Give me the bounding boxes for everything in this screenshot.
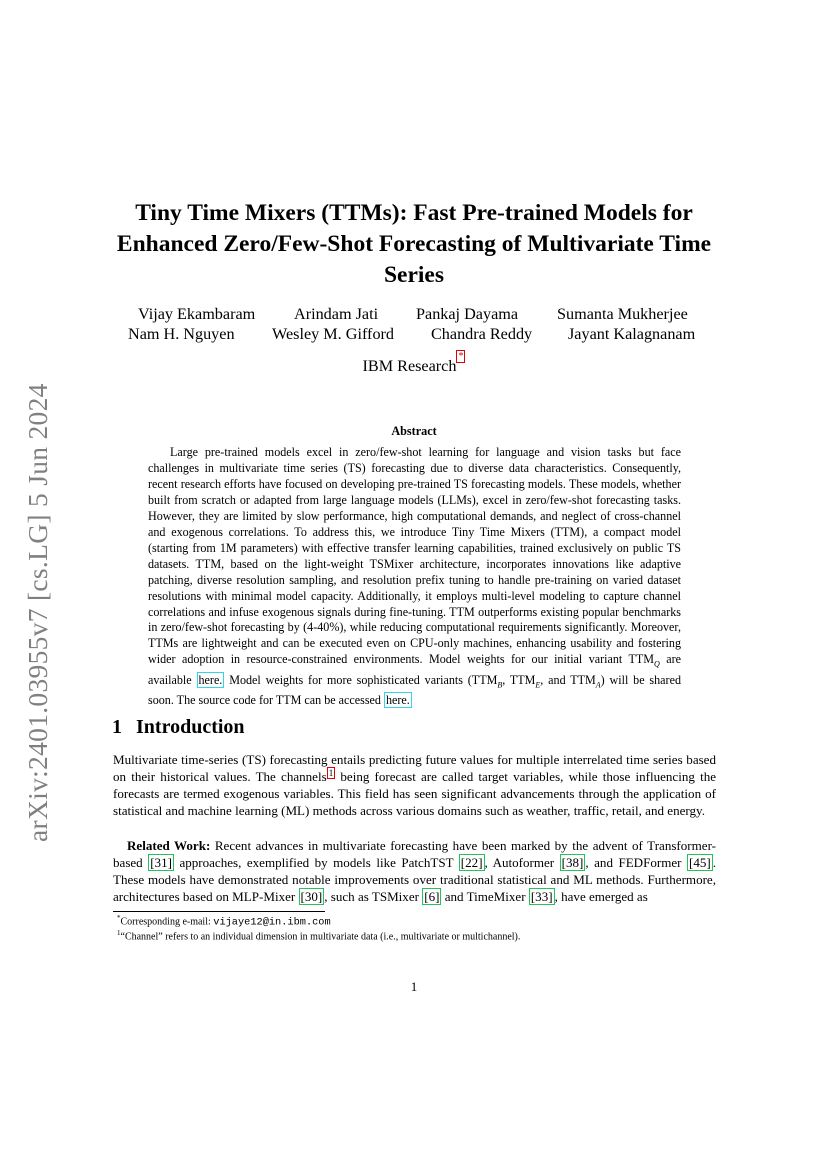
subscript: E <box>535 680 541 690</box>
abstract-text: , and TTM <box>540 672 596 687</box>
footnote-divider <box>113 911 325 912</box>
model-weights-link[interactable]: here. <box>198 672 223 687</box>
body-text: , and FEDFormer <box>585 855 682 871</box>
abstract-text: Model weights for more sophisticated variants (TTM <box>229 672 498 687</box>
footnote-marker: 1 <box>117 929 121 937</box>
body-text: , have emerged as <box>554 889 648 905</box>
author-name: Arindam Jati <box>294 305 379 323</box>
paper-title: Tiny Time Mixers (TTMs): Fast Pre-trained Models for Enhanced Zero/Few-Shot Forecasting of Multivariate Time Series <box>116 200 712 288</box>
citation-link[interactable]: [33] <box>530 889 553 905</box>
citation-link[interactable]: [6] <box>424 889 440 905</box>
author-name: Nam H. Nguyen <box>128 325 235 343</box>
abstract-heading: Abstract <box>391 424 437 438</box>
body-text: being forecast are called target variables, while those influencing the forecasts are termed exogenous variables. This field has seen significant advancements through the application of statistical and machine learning (ML) methods across various domains such as weather, traffic, retail, and energy. <box>113 769 717 819</box>
body-text: , such as TSMixer <box>324 889 419 905</box>
author-name: Pankaj Dayama <box>416 305 519 323</box>
section-heading <box>112 716 245 739</box>
author-name: Jayant Kalagnanam <box>568 325 696 343</box>
section-number: 1 <box>112 716 122 738</box>
author-name: Sumanta Mukherjee <box>557 305 688 323</box>
citation-link[interactable]: [22] <box>460 855 483 871</box>
citation-link[interactable]: [31] <box>150 855 172 871</box>
paragraph-label: Related Work: <box>127 838 211 853</box>
affiliation-footnote-link[interactable]: * <box>458 351 464 362</box>
citation-link[interactable]: [45] <box>688 855 711 871</box>
subscript: A <box>595 680 601 690</box>
page-number: 1 <box>410 979 418 994</box>
body-text: approaches, exemplified by models like PatchTST <box>179 855 454 871</box>
author-name: Vijay Ekambaram <box>138 305 256 323</box>
footnote-corresponding <box>117 914 331 928</box>
intro-paragraph-1 <box>113 751 716 819</box>
abstract-body <box>148 445 681 709</box>
author-name: Chandra Reddy <box>431 325 533 343</box>
body-text: and TimeMixer <box>444 889 526 905</box>
body-text: . These models have demonstrated notable improvements over traditional statistical and ML methods. Furthermore, architectures based on MLP-Mixer <box>113 855 716 905</box>
abstract-text: , TTM <box>502 672 536 687</box>
affiliation <box>0 351 828 376</box>
body-text: , Autoformer <box>484 855 555 871</box>
body-text: Multivariate time-series (TS) forecasting entails predicting future values for multiple interrelated time series based on their historical values. The channels <box>113 752 716 785</box>
affiliation-name: IBM Research <box>362 357 457 375</box>
body-text: Recent advances in multivariate forecasting have been marked by the advent of Transformer-based <box>113 838 717 871</box>
arxiv-sidebar-id: arXiv:2401.03955v7 [cs.LG] 5 Jun 2024 <box>22 383 53 842</box>
subscript: Q <box>654 659 660 669</box>
section-title: Introduction <box>136 716 245 738</box>
intro-paragraph-2 <box>113 837 716 905</box>
abstract-text: are available <box>148 652 681 687</box>
citation-link[interactable]: [38] <box>561 855 584 871</box>
citation-link[interactable]: [30] <box>300 889 323 905</box>
footnote-1-link[interactable]: 1 <box>328 767 334 778</box>
source-code-link[interactable]: here. <box>385 693 410 708</box>
author-name: Wesley M. Gifford <box>272 325 395 343</box>
email-link[interactable]: vijaye12@in.ibm.com <box>213 916 331 929</box>
footnote-text: Corresponding e-mail: <box>120 916 211 928</box>
abstract-text: Large pre-trained models excel in zero/few-shot learning for language and vision tasks but face challenges in multivariate time series (TS) forecasting due to diverse data characteristics. Consequently, recent research efforts have focused on developing pre-trained TS forecasting models. These models, whether built from scratch or adapted from large language models (LLMs), excel in zero/few-shot forecasting tasks. However, they are limited by slow performance, high computational demands, and neglect of cross-channel and exogenous correlations. To address this, we introduce Tiny Time Mixers (TTM), a compact model (starting from 1M parameters) with effective transfer learning capabilities, trained exclusively on public TS datasets. TTM, based on the light-weight TSMixer architecture, incorporates innovations like adaptive patching, diverse resolution sampling, and resolution prefix tuning to handle pre-training on varied dataset resolutions with minimal model capacity. Additionally, it employs multi-level modeling to capture channel correlations and infuse exogenous signals during fine-tuning. TTM outperforms existing popular benchmarks in zero/few-shot forecasting by (4-40%), while reducing computational requirements significantly. Moreover, TTMs are lightweight and can be executed even on CPU-only machines, enhancing usability and fostering wider adoption in resource-constrained environments. Model weights for our initial variant TTM <box>148 445 681 667</box>
footnote-1 <box>117 929 520 942</box>
subscript: B <box>497 680 503 690</box>
footnote-text: “Channel” refers to an individual dimension in multivariate data (i.e., multivariate or multichannel). <box>120 931 521 943</box>
abstract-text: ) will be shared soon. The source code for TTM can be accessed <box>148 672 681 708</box>
footnote-marker: * <box>117 914 121 922</box>
